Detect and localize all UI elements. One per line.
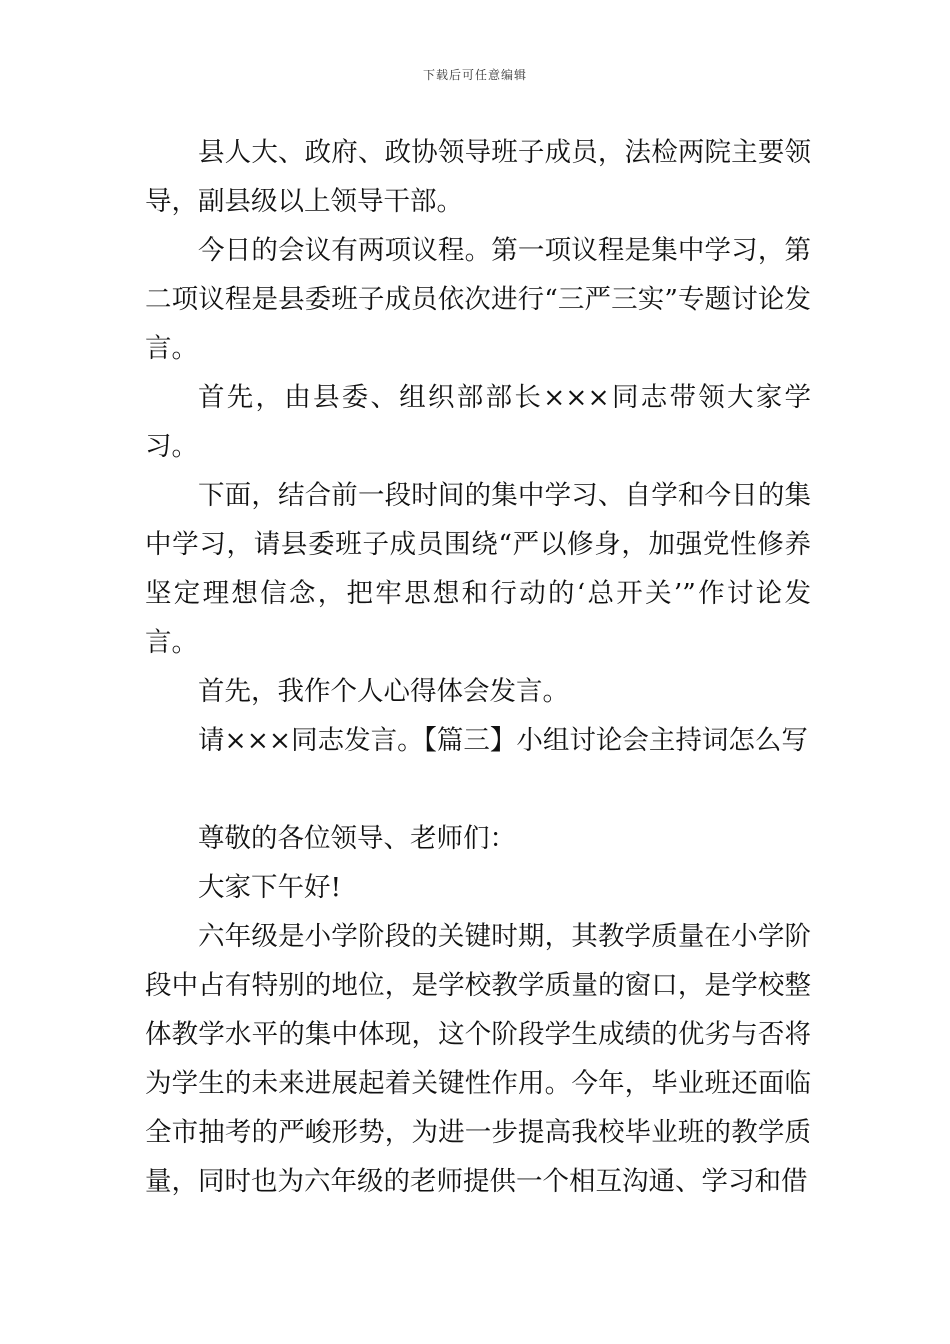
paragraph-study-lead: 首先，由县委、组织部部长×××同志带领大家学习。 bbox=[145, 382, 811, 462]
section-gap bbox=[145, 765, 811, 814]
paragraph-sixth-grade: 六年级是小学阶段的关键时期，其教学质量在小学阶段中占有特别的地位，是学校教学质量的窗口，是学校整体教学水平的集中体现，这个阶段学生成绩的优劣与否将为学生的未来进展起着关键性作用。今年，毕业班还面临全市抽考的严峻形势，为进一步提高我校毕业班的教学质量，同时也为六年级的老师提供一个相互沟通、学习和借 bbox=[145, 921, 811, 1197]
paragraph-discussion-topic: 下面，结合前一段时间的集中学习、自学和今日的集中学习，请县委班子成员围绕“严以修身，加强党性修养坚定理想信念，把牢思想和行动的‘总开关’”作讨论发言。 bbox=[145, 480, 811, 658]
document-body bbox=[145, 128, 811, 1206]
paragraph-personal-speech: 首先，我作个人心得体会发言。 bbox=[198, 676, 569, 707]
paragraph-salutation: 尊敬的各位领导、老师们： bbox=[198, 823, 516, 854]
paragraph-invite-speaker: 请×××同志发言。【篇三】小组讨论会主持词怎么写 bbox=[198, 725, 808, 756]
paragraph-greeting: 大家下午好! bbox=[198, 872, 342, 903]
paragraph-agenda: 今日的会议有两项议程。第一项议程是集中学习，第二项议程是县委班子成员依次进行“三严三实”专题讨论发言。 bbox=[145, 235, 811, 364]
paragraph-attendees: 县人大、政府、政协领导班子成员，法检两院主要领导，副县级以上领导干部。 bbox=[145, 137, 811, 217]
header-note: 下载后可任意编辑 bbox=[422, 68, 527, 82]
